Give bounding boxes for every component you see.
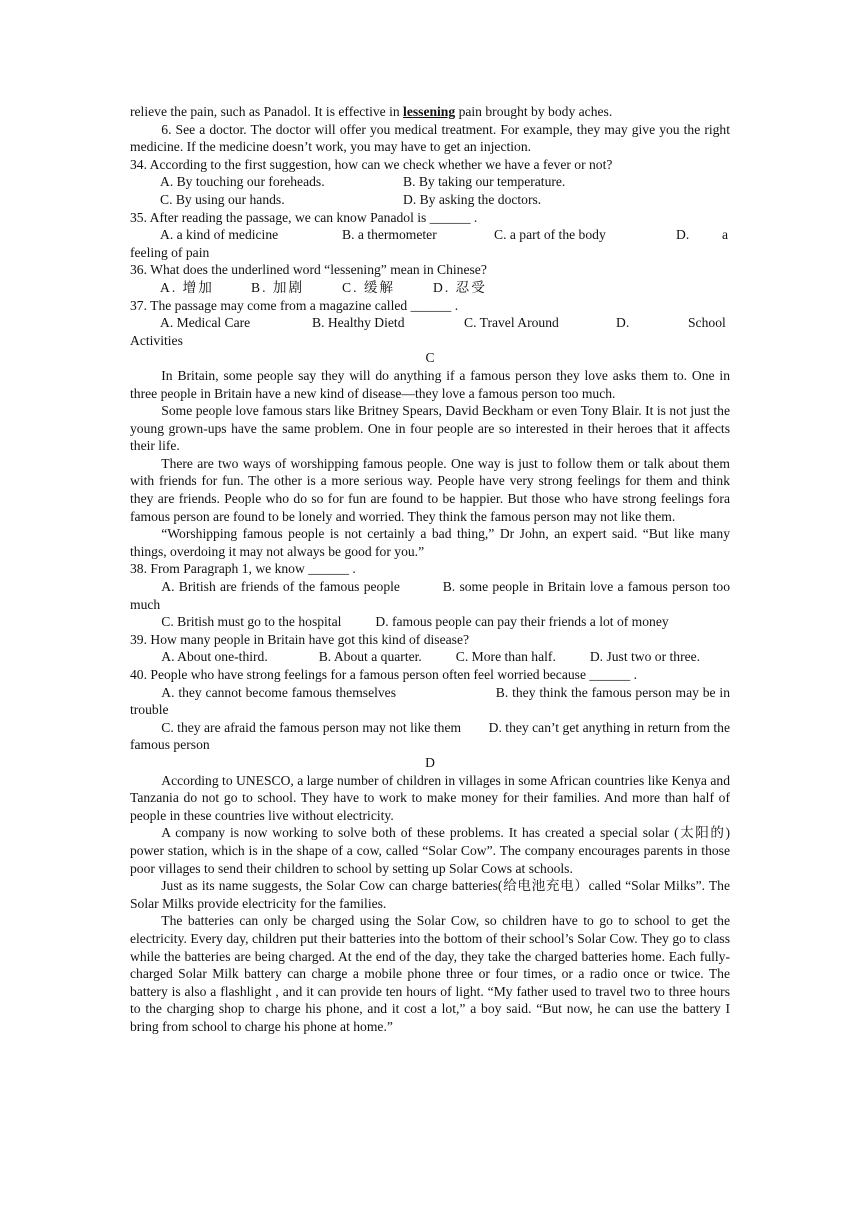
question-37-stem: 37. The passage may come from a magazine called ______ . <box>130 297 459 313</box>
q40-option-c: C. they are afraid the famous person may not like them <box>161 719 462 735</box>
section-d-para-3: Just as its name suggests, the Solar Cow can charge batteries(给电池充电）called “Solar Milks”. The Solar Milks provide electricity for the families. <box>130 878 730 911</box>
section-d-para-1: According to UNESCO, a large number of children in villages in some African countries like Kenya and Tanzania do not go to school. They have to work to make money for their families. And more than half of people in these countries live without electricity. <box>130 772 730 823</box>
question-36-stem: 36. What does the underlined word “lessening” mean in Chinese? <box>130 262 487 278</box>
question-34-options-ab <box>130 173 730 191</box>
section-d-para-2: A company is now working to solve both of these problems. It has created a special solar (太阳的) power station, which is in the shape of a cow, called “Solar Cow”. The company encourages parents in those poor villages to send their children to school by setting up Solar Cows at schools. <box>130 825 730 876</box>
question-38-options-cd <box>130 613 730 631</box>
q35-option-d: D. <box>676 227 690 243</box>
q40-option-a: A. they cannot become famous themselves <box>161 684 396 700</box>
intro-line <box>130 103 730 121</box>
q37-option-d: D. <box>616 315 630 331</box>
suggestion-6: 6. See a doctor. The doctor will offer you medical treatment. For example, they may give you the right medicine. If the medicine doesn’t work, you may have to get an injection. <box>130 121 730 155</box>
q37-option-d-cont: Activities <box>130 332 183 348</box>
q38-option-b: B. some people in Britain love a famous person too much <box>130 579 730 612</box>
q37-option-a: A. Medical Care <box>160 315 251 331</box>
q38-option-d: D. famous people can pay their friends a lot of money <box>375 614 669 630</box>
q38-option-a: A. British are friends of the famous people <box>161 579 400 595</box>
question-39-stem: 39. How many people in Britain have got this kind of disease? <box>130 631 470 647</box>
question-40-stem: 40. People who have strong feelings for a famous person often feel worried because ______ . <box>130 667 637 682</box>
q39-option-b: B. About a quarter. <box>318 649 422 665</box>
underlined-word: lessening <box>403 104 456 119</box>
section-c-heading: C <box>425 350 435 366</box>
q40-option-b: B. they think the famous person may be in trouble <box>130 684 730 718</box>
q37-option-d-school: School <box>688 315 726 331</box>
question-34-options-cd <box>130 191 730 209</box>
q35-option-a: A. a kind of medicine <box>160 227 279 243</box>
section-c-para-3: There are two ways of worshipping famous people. One way is just to follow them or talk about them with friends for fun. The other is a more serious way. People have very strong feelings for them and think they are friends. People who do so for fun are found to be happier. But those who have strong feelings fora famous person are found to be lonely and worried. They think the famous person may not like them. <box>130 455 730 524</box>
intro-text-a: relieve the pain, such as Panadol. It is effective in <box>130 104 404 119</box>
q36-option-c: C. 缓解 <box>342 279 396 295</box>
question-40-options-cd <box>130 719 730 754</box>
q36-option-a: A. 增加 <box>160 279 214 295</box>
q34-option-c: C. By using our hands. <box>160 191 285 207</box>
question-34-stem: 34. According to the first suggestion, how can we check whether we have a fever or not? <box>130 156 613 172</box>
document-page <box>130 103 730 1035</box>
question-37-options <box>130 314 730 332</box>
q39-option-d: D. Just two or three. <box>589 649 701 665</box>
intro-text-b: pain brought by body aches. <box>455 104 613 119</box>
q39-option-a: A. About one-third. <box>161 649 268 665</box>
q35-option-c: C. a part of the body <box>494 227 606 243</box>
q35-option-d-cont: feeling of pain <box>130 244 210 260</box>
section-d-para-4: The batteries can only be charged using the Solar Cow, so children have to go to school to get the electricity. Every day, children put their batteries into the bottom of their school’s Solar Cow. They go to class while the batteries are being charged. At the end of the day, they take the charged batteries home. Each fully-charged Solar Milk battery can charge a mobile phone three or four times, or a radio once or twice. The battery is also a flashlight , and it can provide ten hours of light. “My father used to travel two to three hours to the charging shop to charge his phone, and it cost a lot,” a boy said. “But now, he can use the battery I bring from school to charge his phone at home.” <box>130 913 730 1034</box>
q37-option-c: C. Travel Around <box>464 315 559 331</box>
q34-option-a: A. By touching our foreheads. <box>160 174 325 190</box>
question-38-options-ab <box>130 578 730 613</box>
section-c-para-4: “Worshipping famous people is not certainly a bad thing,” Dr John, an expert said. “But like many things, overdoing it may not always be good for you.” <box>130 526 730 559</box>
question-35-stem: 35. After reading the passage, we can know Panadol is ______ . <box>130 209 478 225</box>
q36-option-b: B. 加剧 <box>251 279 305 295</box>
q38-option-c: C. British must go to the hospital <box>161 614 342 630</box>
q36-option-d: D. 忍受 <box>433 279 487 295</box>
section-c-para-1: In Britain, some people say they will do anything if a famous person they love asks them to. One in three people in Britain have a new kind of disease—they love a famous person too much. <box>130 367 730 401</box>
section-c-para-2: Some people love famous stars like Britney Spears, David Beckham or even Tony Blair. It is not just the young grown-ups have the same problem. One in four people are so interested in their heroes that it affects their life. <box>130 403 730 454</box>
question-35-options <box>130 226 730 244</box>
q35-option-b: B. a thermometer <box>342 227 437 243</box>
section-d-heading: D <box>425 754 435 770</box>
q39-option-c: C. More than half. <box>455 649 556 665</box>
question-40-options-ab <box>130 684 730 719</box>
question-36-options <box>130 279 730 297</box>
q35-option-d-a: a <box>722 227 729 243</box>
q34-option-b: B. By taking our temperature. <box>403 174 566 190</box>
q34-option-d: D. By asking the doctors. <box>403 191 542 207</box>
question-39-options <box>130 648 730 666</box>
question-38-stem: 38. From Paragraph 1, we know ______ . <box>130 561 356 577</box>
q37-option-b: B. Healthy Dietd <box>312 315 405 331</box>
q40-option-d: D. they can’t get anything in return from the famous person <box>130 719 730 753</box>
